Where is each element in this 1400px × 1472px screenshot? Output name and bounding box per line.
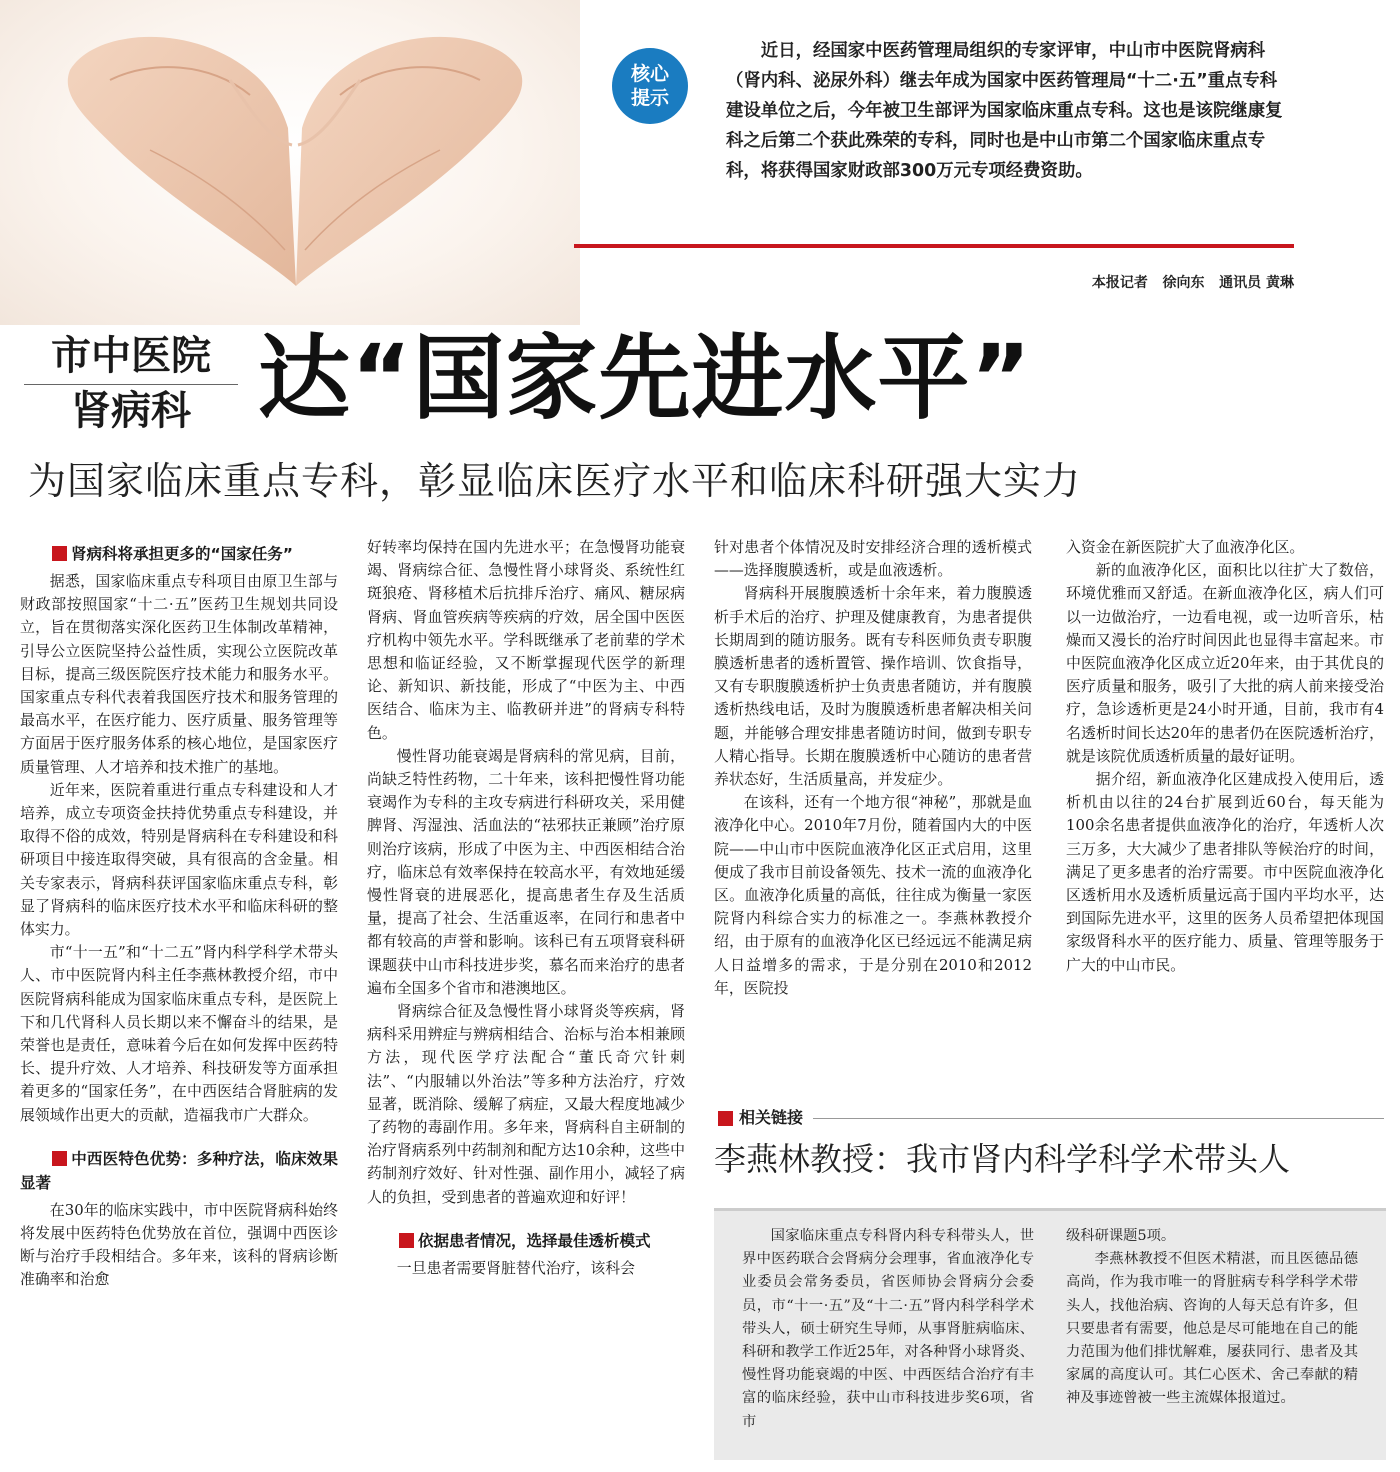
profile-column-1 xyxy=(742,1225,1034,1434)
kicker xyxy=(24,330,238,437)
paragraph: 好转率均保持在国内先进水平；在急慢肾功能衰竭、肾病综合征、急慢性肾小球肾炎、系统性红斑狼疮、肾移植术后抗排斥治疗、痛风、糖尿病肾病、肾血管疾病等疾病的疗效，居全国中医医疗机构中领先水平。学科既继承了老前辈的学术思想和临证经验，又不断掌握现代医学的新理论、新知识、新技能，形成了“中医为主、中西医结合、临床为主、临教研并进”的肾病专科特色。 xyxy=(367,538,685,742)
paragraph: 据悉，国家临床重点专科项目由原卫生部与财政部按照国家“十二·五”医药卫生规划共同设立，旨在贯彻落实深化医药卫生体制改革精神，引导公立医院坚持公益性质，实现公立医院改革目标，提高三级医院医疗技术能力和服务水平。国家重点专科代表着我国医疗技术和服务管理的最高水平，在医疗能力、医疗质量、服务管理等方面居于医疗服务体系的核心地位，是国家医疗质量管理、人才培养和技术推广的基地。 xyxy=(20,572,338,776)
paragraph: 针对患者个体情况及时安排经济合理的透析模式——选择腹膜透析，或是血液透析。 xyxy=(714,538,1032,580)
article-column-4 xyxy=(1066,536,1384,977)
section-heading: 中西医特色优势：多种疗法，临床效果显著 xyxy=(20,1149,338,1192)
red-square-icon xyxy=(52,1151,67,1166)
section-heading: 肾病科将承担更多的“国家任务” xyxy=(20,542,338,566)
kicker-line1: 市中医院 xyxy=(24,330,238,385)
red-square-icon xyxy=(399,1233,414,1248)
subheadline: 为国家临床重点专科，彰显临床医疗水平和临床科研强大实力 xyxy=(28,459,1082,503)
paragraph: 在该科，还有一个地方很“神秘”，那就是血液净化中心。2010年7月份，随着国内大的中医院——中山市中医院血液净化区正式启用，这里便成了我市目前设备领先、技术一流的血液净化区。血液净化质量的高低，往往成为衡量一家医院肾内科综合实力的标准之一。李燕林教授介绍，由于原有的血液净化区已经远远不能满足病人日益增多的需求，于是分别在2010和2012年，医院投 xyxy=(714,793,1032,997)
summary-divider xyxy=(574,244,1294,248)
red-square-icon xyxy=(718,1111,733,1126)
paragraph: 肾病综合征及急慢性肾小球肾炎等疾病，肾病科采用辨症与辨病相结合、治标与治本相兼顾方法，现代医学疗法配合“董氏奇穴针刺法”、“内服辅以外治法”等多种方法治疗，疗效显著，既消除、缓解了病症，又最大程度地减少了药物的毒副作用。多年来，肾病科自主研制的治疗肾病系列中药制剂和配方达10余种，这些中药制剂疗效好、针对性强、副作用小，减轻了病人的负担，受到患者的普遍欢迎和好评！ xyxy=(367,1002,685,1206)
paragraph: 李燕林教授不但医术精湛，而且医德品德高尚，作为我市唯一的肾脏病专科学科学术带头人，找他治病、咨询的人每天总有许多，但只要患者有需要，他总是尽可能地在自己的能力范围为他们排忧解难，屡获同行、患者及其家属的高度认可。其仁心医术、舍己奉献的精神及事迹曾被一些主流媒体报道过。 xyxy=(1066,1251,1358,1407)
paragraph: 肾病科开展腹膜透析十余年来，着力腹膜透析手术后的治疗、护理及健康教育，为患者提供长期周到的随访服务。既有专科医师负责专职腹膜透析患者的透析置管、操作培训、饮食指导，又有专职腹膜透析护士负责患者随访，并有腹膜透析热线电话，及时为腹膜透析患者解决相关问题，并能够合理安排患者随访时间，做到专职专人精心指导。长期在腹膜透析中心随访的患者营养状态好，生活质量高，并发症少。 xyxy=(714,584,1032,789)
paragraph: 据介绍，新血液净化区建成投入使用后，透析机由以往的24台扩展到近60台，每天能为100余名患者提供血液净化的治疗，年透析人次三万多，大大减少了患者排队等候治疗的时间，满足了更多患者的治疗需要。市中医院血液净化区透析用水及透析质量远高于国内平均水平，达到国际先进水平，这里的医务人员希望把体现国家级肾科水平的医疗能力、质量、管理等服务于广大的中山市民。 xyxy=(1066,770,1384,974)
section-heading: 依据患者情况，选择最佳透析模式 xyxy=(367,1229,685,1253)
paragraph: 新的血液净化区，面积比以往扩大了数倍，环境优雅而又舒适。在新血液净化区，病人们可以一边做治疗，一边看电视，或一边听音乐，枯燥而又漫长的治疗时间因此也显得丰富起来。市中医院血液净化区成立近20年来，由于其优良的医疗质量和服务，吸引了大批的病人前来接受治疗，急诊透析更是24小时开通，目前，我市有4名透析时间长达20年的患者仍在医院透析治疗，就是该院优质透析质量的最好证明。 xyxy=(1066,561,1384,765)
paragraph: 一旦患者需要肾脏替代治疗，该科会 xyxy=(396,1258,636,1277)
profile-column-2 xyxy=(1066,1225,1358,1411)
related-title: 李燕林教授：我市肾内科学科学术带头人 xyxy=(714,1140,1291,1178)
summary-text: 近日，经国家中医药管理局组织的专家评审，中山市中医院肾病科（肾内科、泌尿外科）继去年成为国家中医药管理局“十二·五”重点专科建设单位之后，今年被卫生部评为国家临床重点专科。这也是该院继康复科之后第二个获此殊荣的专科，同时也是中山市第二个国家临床重点专科，将获得国家财政部300万元专项经费资助。 xyxy=(726,41,1283,181)
article-column-2 xyxy=(367,536,685,1280)
paragraph: 在30年的临床实践中，市中医院肾病科始终将发展中医药特色优势放在首位，强调中西医诊断与治疗手段相结合。多年来，该科的肾病诊断准确率和治愈 xyxy=(20,1200,338,1289)
paragraph: 入资金在新医院扩大了血液净化区。 xyxy=(1066,538,1305,556)
kicker-line2: 肾病科 xyxy=(71,388,191,434)
paragraph: 慢性肾功能衰竭是肾病科的常见病，目前，尚缺乏特性药物，二十年来，该科把慢性肾功能衰竭作为专科的主攻专病进行科研攻关，采用健脾肾、泻湿浊、活血法的“祛邪扶正兼顾”治疗原则治疗该病，形成了中医为主、中西医相结合治疗，临床总有效率保持在较高水平，有效地延缓慢性肾衰的进展恶化，提高患者生存及生活质量，提高了社会、生活重返率，在同行和患者中都有较高的声誉和影响。该科已有五项肾衰科研课题获中山市科技进步奖，慕名而来治疗的患者遍布全国多个省市和港澳地区。 xyxy=(367,746,685,997)
related-link-section xyxy=(714,1106,1384,1184)
byline: 本报记者 徐向东 通讯员 黄琳 xyxy=(1091,275,1294,291)
paragraph: 国家临床重点专科肾内科专科带头人，世界中医药联合会肾病分会理事，省血液净化专业委员会常务委员，省医师协会肾病分会委员，市“十一·五”及“十二·五”肾内科学科学术带头人，硕士研究生导师，从事肾脏病临床、科研和教学工作近25年，对各种肾小球肾炎、慢性肾功能衰竭的中医、中西医结合治疗有丰富的临床经验，获中山市科技进步奖6项，省市 xyxy=(742,1228,1034,1430)
profile-box xyxy=(714,1208,1386,1460)
red-square-icon xyxy=(52,546,67,561)
paragraph: 级科研课题5项。 xyxy=(1066,1228,1176,1244)
article-column-3 xyxy=(714,536,1032,1000)
headline: 达“国家先进水平” xyxy=(258,325,1032,432)
hands-heart-icon xyxy=(0,0,580,325)
paragraph: 市“十一五”和“十二五”肾内科学科学术带头人、市中医院肾内科主任李燕林教授介绍，市中医院肾病科能成为国家临床重点专科，是医院上下和几代肾科人员长期以来不懈奋斗的结果，是荣誉也是责任，意味着今后在如何发挥中医药特长、提升疗效、人才培养、科技研发等方面承担着更多的“国家任务”，在中西医结合肾脏病的发展领域作出更大的贡献，造福我市广大群众。 xyxy=(20,943,338,1124)
core-tip-badge: 核心提示 xyxy=(612,48,688,124)
paragraph: 近年来，医院着重进行重点专科建设和人才培养，成立专项资金扶持优势重点专科建设，并取得不俗的成效，特别是肾病科在专科建设和科研项目中接连取得突破，具有很高的含金量。相关专家表示，肾病科获评国家临床重点专科，彰显了肾病科的临床医疗技术水平和临床科研的整体实力。 xyxy=(20,780,338,939)
related-link-tag: 相关链接 xyxy=(714,1106,1384,1130)
hero-image-hands-heart xyxy=(0,0,580,325)
article-column-1 xyxy=(20,536,338,1292)
